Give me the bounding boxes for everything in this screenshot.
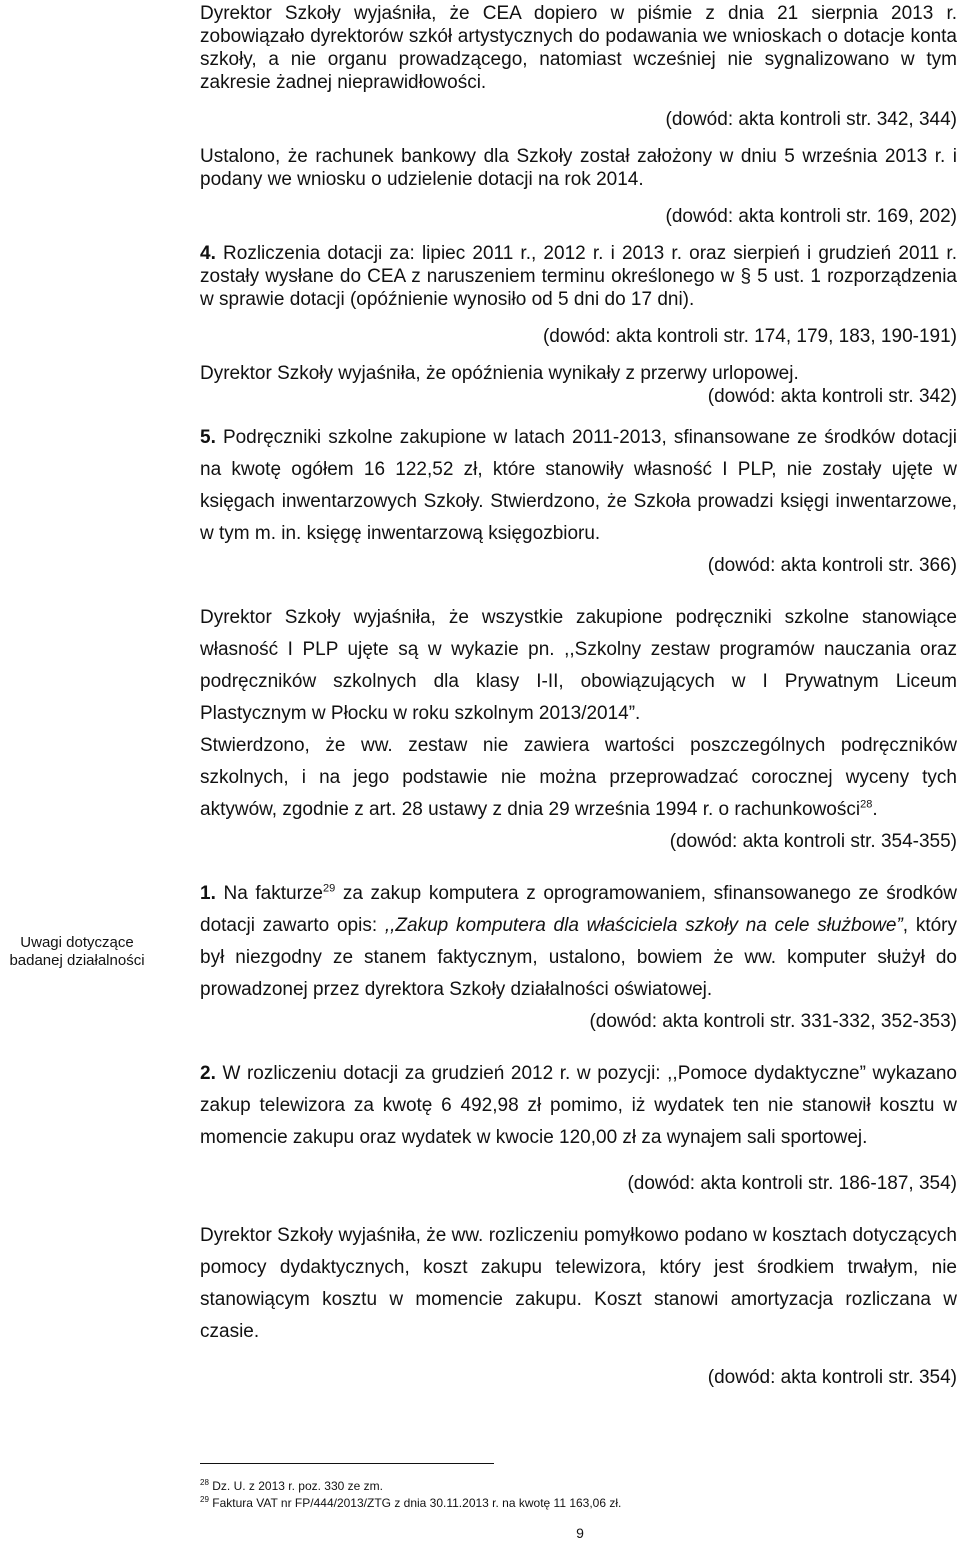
irregularity-item-2: 2. W rozliczeniu dotacji za grudzień 2012 r. w pozycji: ,,Pomoce dydaktyczne” wykazano zakup telewizora za kwotę 6 492,98 zł pomimo, iż wydatek ten nie stanowił kosztu w momencie zakupu oraz wydatek w kwocie 120,00 zł za wynajem sali sportowej. bbox=[200, 1063, 957, 1148]
paragraph-director-explanation-1: Dyrektor Szkoły wyjaśniła, że CEA dopiero w piśmie z dnia 21 sierpnia 2013 r. zobowiązało dyrektorów szkół artystycznych do podawania we wnioskach o dotacje konta szkoły, a nie organu prowadzącego, natomiast wcześniej nie sygnalizowano w tym zakresie żadnej nieprawidłowości. bbox=[200, 3, 957, 93]
footnote-29: $^{29}$ Faktura VAT nr FP/444/2013/ZTG z dnia 30.11.2013 r. na kwotę 11 163,06 zł. bbox=[200, 1495, 622, 1510]
evidence-reference: (dowód: akta kontroli str. 354-355) bbox=[669, 831, 957, 852]
item-number: 2. bbox=[200, 1063, 216, 1084]
footnote-28: $^{28}$ Dz. U. z 2013 r. poz. 330 ze zm. bbox=[200, 1478, 383, 1493]
finding-item-5: 5. Podręczniki szkolne zakupione w latach 2011-2013, sfinansowane ze środków dotacji na kwotę ogółem 16 122,52 zł, które stanowiły własność I PLP, nie zostały ujęte w księgach inwentarzowych Szkoły. Stwierdzono, że Szkoła prowadzi księgi inwentarzowe, w tym m. in. księgę inwentarzową księgozbioru. bbox=[200, 427, 957, 544]
item-number: 1. bbox=[200, 883, 216, 904]
evidence-reference: (dowód: akta kontroli str. 366) bbox=[707, 555, 957, 576]
paragraph-tv-explanation: Dyrektor Szkoły wyjaśniła, że ww. rozliczeniu pomyłkowo podano w kosztach dotyczących pomocy dydaktycznych, koszt zakupu telewizora, który jest środkiem trwałym, nie stanowiącym kosztu w momencie zakupu. Koszt stanowi amortyzacja rozliczana w czasie. bbox=[200, 1225, 957, 1342]
evidence-reference: (dowód: akta kontroli str. 342) bbox=[707, 386, 957, 407]
page-number: 9 bbox=[576, 1525, 584, 1541]
finding-item-4: 4. Rozliczenia dotacji za: lipiec 2011 r., 2012 r. i 2013 r. oraz sierpień i grudzień 2011 r. zostały wysłane do CEA z naruszeniem terminu określonego w § 5 ust. 1 rozporządzenia w sprawie dotacji (opóźnienie wynosiło od 5 dni do 17 dni). bbox=[200, 243, 957, 310]
paragraph-delay-explanation: Dyrektor Szkoły wyjaśniła, że opóźnienia wynikały z przerwy urlopowej. bbox=[200, 363, 799, 384]
footnote-ref-29: 29 bbox=[322, 882, 336, 895]
evidence-reference: (dowód: akta kontroli str. 354) bbox=[707, 1367, 957, 1388]
evidence-reference: (dowód: akta kontroli str. 174, 179, 183, 190-191) bbox=[542, 326, 957, 347]
margin-label-remarks: Uwagi dotyczące badanej działalności bbox=[9, 934, 145, 969]
irregularity-item-1: 1. Na fakturze$^{29}$ za zakup komputera z oprogramowaniem, sfinansowanego ze środków dotacji zawarto opis: ,,Zakup komputera dla właściciela szkoły na cele służbowe”, który był niezgodny ze stanem faktycznym, ustalono, bowiem że ww. komputer służył do prowadzonej przez dyrektora Szkoły działalności oświatowej. bbox=[200, 882, 958, 1000]
evidence-reference: (dowód: akta kontroli str. 331-332, 352-353) bbox=[589, 1011, 957, 1032]
paragraph-bank-account: Ustalono, że rachunek bankowy dla Szkoły został założony w dniu 5 września 2013 r. i podany we wniosku o udzielenie dotacji na rok 2014. bbox=[200, 146, 957, 190]
evidence-reference: (dowód: akta kontroli str. 169, 202) bbox=[665, 206, 957, 227]
document-body bbox=[200, 2, 957, 1394]
evidence-reference: (dowód: akta kontroli str. 186-187, 354) bbox=[627, 1173, 957, 1194]
lower-section bbox=[200, 422, 957, 1394]
footnote-separator bbox=[200, 1463, 494, 1464]
paragraph-textbooks-finding: Stwierdzono, że ww. zestaw nie zawiera wartości poszczególnych podręczników szkolnych, i na jego podstawie nie można przeprowadzać corocznej wyceny tych aktywów, zgodnie z art. 28 ustawy z dnia 29 września 1994 r. o rachunkowości$^{28}$. bbox=[200, 735, 957, 820]
paragraph-textbooks-explanation: Dyrektor Szkoły wyjaśniła, że wszystkie zakupione podręczniki szkolne stanowiące własność I PLP ujęte są w wykazie pn. ,,Szkolny zestaw programów nauczania oraz podręczników szkolnych dla klasy I-II, obowiązujących w I Prywatnym Liceum Plastycznym w Płocku w roku szkolnym 2013/2014”. bbox=[200, 607, 957, 724]
item-number: 5. bbox=[200, 427, 216, 448]
invoice-description-quote: ,,Zakup komputera dla właściciela szkoły na cele służbowe” bbox=[384, 915, 903, 936]
footnotes bbox=[200, 1478, 900, 1512]
item-number: 4. bbox=[200, 243, 216, 264]
footnote-ref-28: 28 bbox=[860, 798, 873, 811]
evidence-reference: (dowód: akta kontroli str. 342, 344) bbox=[665, 109, 957, 130]
